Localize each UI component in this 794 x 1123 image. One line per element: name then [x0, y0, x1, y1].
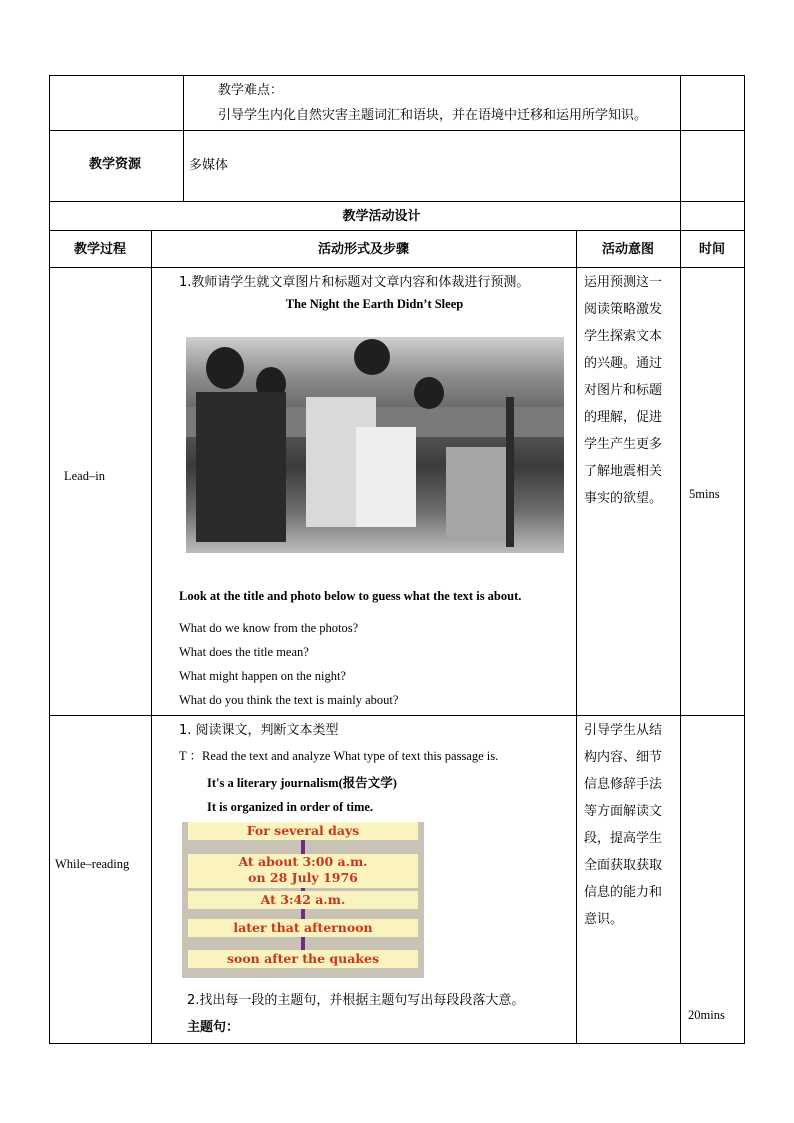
rule-4 [49, 267, 745, 268]
header-time: 时间 [698, 242, 725, 257]
rule-1 [49, 130, 745, 131]
rule-right [744, 75, 745, 1044]
while-intent-4: 等方面解读文 [584, 804, 663, 819]
stage-leadin: Lead–in [64, 469, 105, 483]
stage-while: While–reading [55, 857, 130, 871]
timeline-step-1: For several days [188, 822, 418, 840]
timeline-step-2: At about 3:00 a.m. on 28 July 1976 [188, 854, 418, 888]
leadin-intent-6: 的理解，促进 [584, 410, 663, 425]
leadin-intent-3: 学生探索文本 [584, 329, 663, 344]
while-step2: 2.找出每一段的主题句，并根据主题句写出每段段落大意。 [187, 993, 525, 1008]
while-answer1: It's a literary journalism(报告文学) [207, 776, 397, 790]
leadin-instruction: Look at the title and photo below to guess what the text is about. [179, 589, 522, 603]
leadin-question-1: What do we know from the photos? [179, 621, 359, 635]
leadin-intent-9: 事实的欲望。 [584, 491, 663, 506]
leadin-intent-5: 对图片和标题 [584, 383, 663, 398]
while-intent-8: 意识。 [584, 912, 624, 927]
rule-col-d [576, 230, 577, 1044]
while-answer2: It is organized in order of time. [207, 800, 374, 814]
leadin-intent-1: 运用预测这一 [584, 275, 663, 290]
rule-left [49, 75, 50, 1044]
leadin-question-4: What do you think the text is mainly about? [179, 693, 399, 707]
while-step1: 1. 阅读课文，判断文本类型 [179, 723, 339, 738]
difficulty-label: 教学难点： [218, 83, 284, 98]
while-intent-6: 全面获取获取 [584, 858, 663, 873]
difficulty-text: 引导学生内化自然灾害主题词汇和语块，并在语境中迁移和运用所学知识。 [218, 108, 648, 123]
while-intent-5: 段，提高学生 [584, 831, 663, 846]
rule-3 [49, 230, 745, 231]
leadin-time: 5mins [689, 487, 720, 501]
while-intent-7: 信息的能力和 [584, 885, 663, 900]
section-title: 教学活动设计 [342, 209, 421, 224]
earthquake-photo [186, 337, 564, 553]
rule-col-e [680, 230, 681, 1044]
leadin-question-3: What might happen on the night? [179, 669, 346, 683]
while-intent-1: 引导学生从结 [584, 723, 663, 738]
rule-bottom [49, 1043, 745, 1044]
while-topic-label: 主题句： [187, 1020, 240, 1035]
leadin-question-2: What does the title mean? [179, 645, 309, 659]
rule-col-c [151, 230, 152, 1044]
header-intent: 活动意图 [601, 242, 654, 257]
while-teacher: T ：Read the text and analyze What type of text this passage is. [179, 749, 499, 763]
header-steps: 活动形式及步骤 [317, 242, 409, 257]
rule-5 [49, 715, 745, 716]
while-intent-3: 信息修辞手法 [584, 777, 663, 792]
header-process: 教学过程 [73, 242, 126, 257]
rule-col-a [183, 75, 184, 201]
timeline-step-4: later that afternoon [188, 919, 418, 937]
resources-value: 多媒体 [189, 158, 229, 173]
leadin-intent-7: 学生产生更多 [584, 437, 663, 452]
leadin-intent-2: 阅读策略激发 [584, 302, 663, 317]
while-intent-2: 构内容、细节 [584, 750, 663, 765]
timeline-step-5: soon after the quakes [188, 950, 418, 968]
leadin-step1: 1.教师请学生就文章图片和标题对文章内容和体裁进行预测。 [179, 275, 530, 290]
rule-top [49, 75, 745, 76]
leadin-intent-8: 了解地震相关 [584, 464, 663, 479]
timeline-graphic [182, 822, 424, 978]
while-time: 20mins [688, 1008, 725, 1022]
leadin-title: The Night the Earth Didn’t Sleep [285, 297, 464, 311]
resources-label: 教学资源 [89, 157, 142, 172]
rule-2 [49, 201, 745, 202]
timeline-step-3: At 3:42 a.m. [188, 891, 418, 909]
leadin-intent-4: 的兴趣。通过 [584, 356, 663, 371]
